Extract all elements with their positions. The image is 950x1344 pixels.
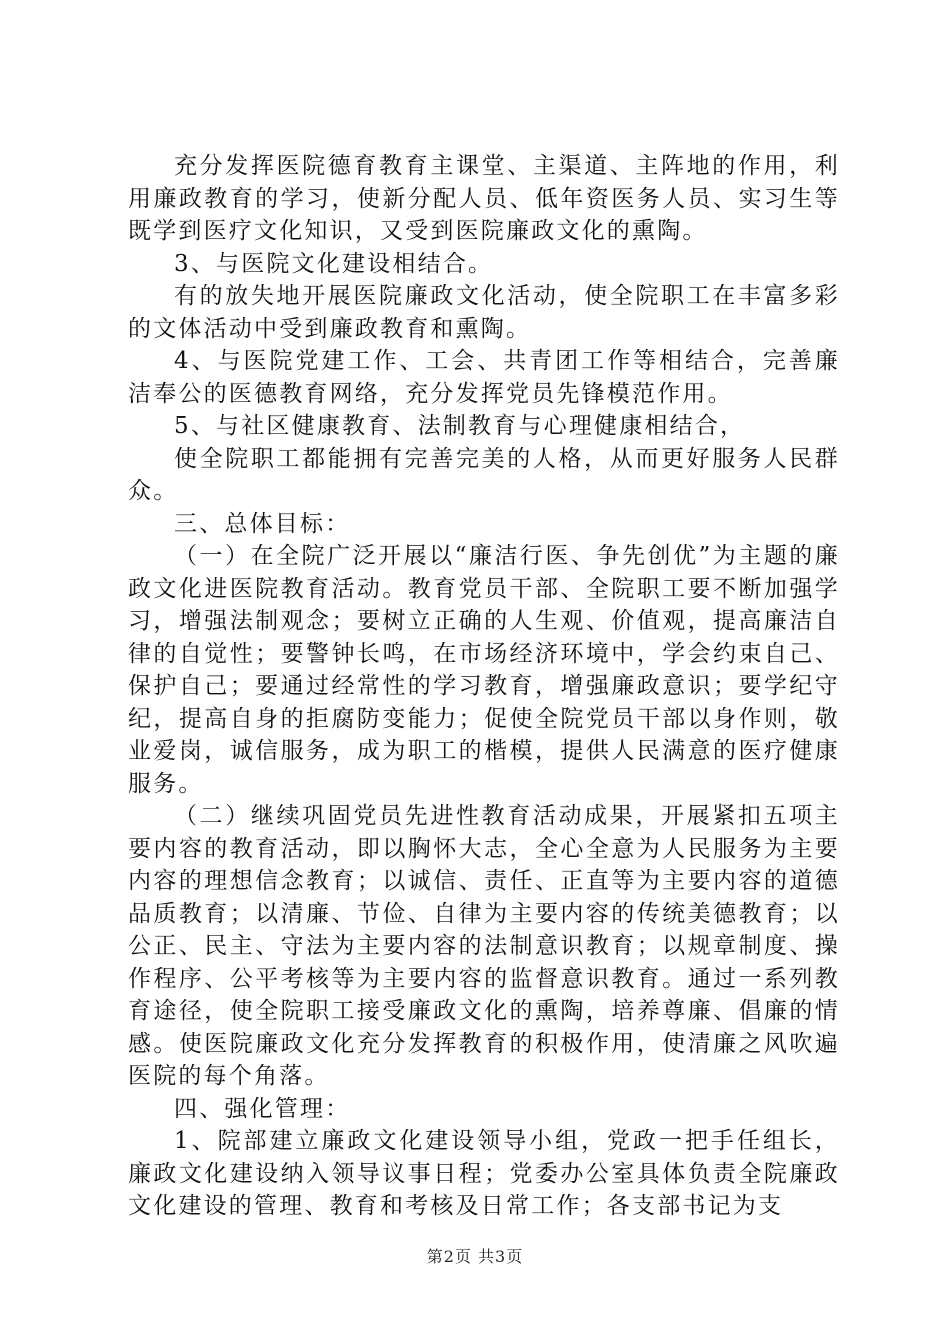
section-heading: 三、总体目标： — [174, 510, 351, 537]
page-number-footer: 第2页 共3页 — [426, 1247, 524, 1266]
paragraph: （一）在全院广泛开展以“廉洁行医、争先创优”为主题的廉政文化进医院教育活动。教育党员干部、全院职工要不断加强学习，增强法制观念；要树立正确的人生观、价值观，提高廉洁自律的自觉性；要警钟长鸣，在市场经济环境中，学会约束自己、保护自己；要通过经常性的学习教育，增强廉政意识；要学纪守纪，提高自身的拒腐防变能力；促使全院党员干部以身作则，敬业爱岗，诚信服务，成为职工的楷模，提供人民满意的医疗健康服务。 — [128, 543, 840, 797]
paragraph: 使全院职工都能拥有完善完美的人格，从而更好服务人民群众。 — [128, 445, 840, 504]
paragraph: 5、与社区健康教育、法制教育与心理健康相结合， — [174, 413, 746, 439]
paragraph: 4、与医院党建工作、工会、共青团工作等相结合，完善廉洁奉公的医德教育网络，充分发挥党员先锋模范作用。 — [128, 348, 840, 407]
paragraph: （二）继续巩固党员先进性教育活动成果，开展紧扣五项主要内容的教育活动，即以胸怀大志，全心全意为人民服务为主要内容的理想信念教育；以诚信、责任、正直等为主要内容的道德品质教育；以清廉、节俭、自律为主要内容的传统美德教育；以公正、民主、守法为主要内容的法制意识教育；以规章制度、操作程序、公平考核等为主要内容的监督意识教育。通过一系列教育途径，使全院职工接受廉政文化的熏陶，培养尊廉、倡廉的情感。使医院廉政文化充分发挥教育的积极作用，使清廉之风吹遍医院的每个角落。 — [128, 803, 840, 1089]
paragraph: 1、院部建立廉政文化建设领导小组，党政一把手任组长，廉政文化建设纳入领导议事日程；党委办公室具体负责全院廉政文化建设的管理、教育和考核及日常工作；各支部书记为支 — [128, 1128, 840, 1219]
document-body — [128, 150, 840, 1223]
paragraph: 有的放失地开展医院廉政文化活动，使全院职工在丰富多彩的文体活动中受到廉政教育和熏陶。 — [128, 283, 840, 342]
section-heading: 四、强化管理： — [174, 1095, 351, 1122]
paragraph: 充分发挥医院德育教育主课堂、主渠道、主阵地的作用，利用廉政教育的学习，使新分配人员、低年资医务人员、实习生等既学到医疗文化知识，又受到医院廉政文化的熏陶。 — [128, 153, 840, 244]
paragraph: 3、与医院文化建设相结合。 — [174, 250, 494, 277]
